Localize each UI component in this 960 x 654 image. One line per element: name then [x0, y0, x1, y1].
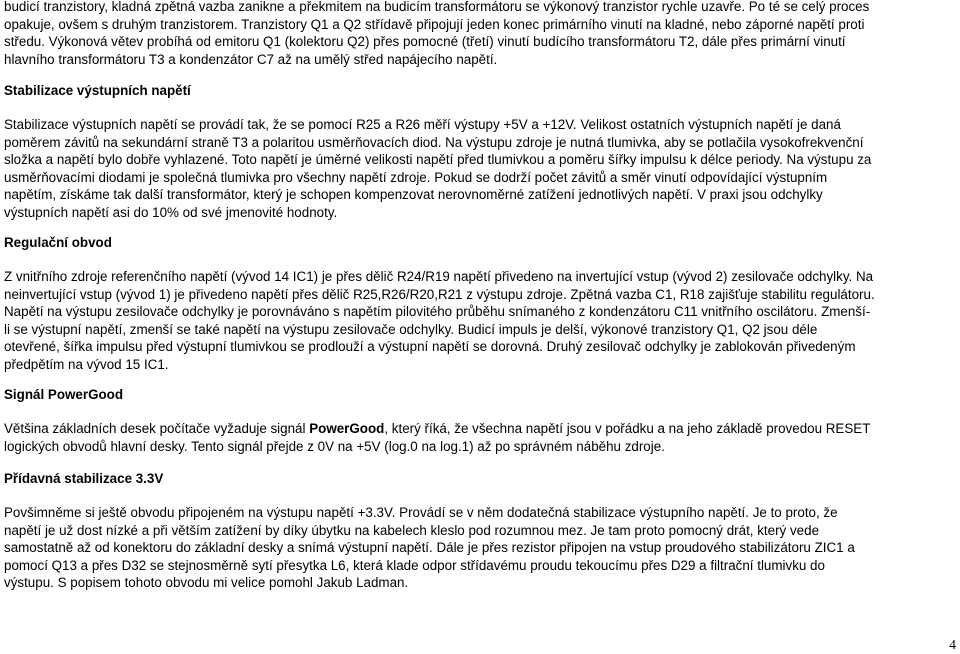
text-line: Povšimněme si ještě obvodu připojeném na výstupu napětí +3.3V. Provádí se v něm dodatečná stabilizace výstupního napětí. Je to proto, že — [4, 505, 838, 520]
text-line: hlavního transformátoru T3 a kondenzátor C7 až na umělý střed napájecího napětí. — [4, 51, 498, 67]
page-number: 4 — [949, 637, 956, 652]
text-line: středu. Výkonová větev probíhá od emitoru Q1 (kolektoru Q2) přes pomocné (třetí) vinutí budícího transformátoru T2, dále přes primární vinutí — [4, 34, 846, 50]
text-line: opakuje, ovšem s druhým tranzistorem. Tranzistory Q1 a Q2 střídavě připojují jeden konec primárního vinutí na kladné, nebo záporné napětí proti — [4, 16, 865, 32]
text-line: Z vnitřního zdroje referenčního napětí (vývod 14 IC1) je přes dělič R24/R19 napětí přivedeno na invertující vstup (vývod 2) zesilovače odchylky. Na — [4, 269, 874, 284]
text-line: napětí je už dost nízké a při větším zatížení by díky úbytku na kabelech kleslo pod rozumnou mez. Je tam proto pomocný drát, který vede — [4, 522, 820, 538]
text-line: usměrňovacími diodami je společná tlumivka pro všechny napětí zdroje. Pokud se dodrží počet závitů a směr vinutí odpovídající výstupním — [4, 169, 828, 185]
text-line: budicí tranzistory, kladná zpětná vazba zanikne a překmitem na budicím transformátoru se výkonový tranzistor rychle uzavře. Po té se celý proces — [4, 0, 870, 14]
text-line: složka a napětí bylo dobře vyhlazené. Toto napětí je úměrné velikosti napětí před tlumivkou a poměru šířky impulsu k délce periody. Na výstupu za — [4, 152, 872, 168]
text-line: Stabilizace výstupních napětí se provádí tak, že se pomocí R25 a R26 měří výstupy +5V a +12V. Velikost ostatních výstupních napětí je daná — [4, 117, 841, 132]
stabilizace-paragraph — [4, 116, 871, 222]
text-segment: Většina základních desek počítače vyžaduje signál — [4, 421, 310, 436]
text-line: napětím, získáme tak další transformátor, který je schopen kompenzovat nerovnoměrné zatížení jednotlivých napětí. V praxi jsou odchylky — [4, 187, 823, 203]
text-line: poměrem závitů na sekundární straně T3 a polaritou usměrňovacích diod. Na výstupu zdroje je nutná tlumivka, aby se potlačila vysokofrekvenční — [4, 134, 864, 150]
regulacni-paragraph — [4, 268, 875, 374]
text-line: Napětí na výstupu zesilovače odchylky je porovnáváno s napětím pilovitého průběhu snímaného z kondenzátoru C11 vnitřního oscilátoru. Zmenší- — [4, 304, 871, 320]
text-line: li se výstupní napětí, zmenší se také napětí na výstupu zesilovače odchylky. Budicí impuls je delší, výkonové tranzistory Q1, Q2 jsou déle — [4, 321, 818, 337]
text-line: logických obvodů hlavní desky. Tento signál přejde z 0V na +5V (log.0 na log.1) až po správném náběhu zdroje. — [4, 438, 665, 454]
text-line: výstupu. S popisem tohoto obvodu mi velice pomohl Jakub Ladman. — [4, 575, 409, 591]
section-heading-powergood: Signál PowerGood — [4, 387, 124, 402]
text-line: výstupních napětí asi do 10% od své jmenovité hodnoty. — [4, 204, 338, 220]
section-heading-stabilizace: Stabilizace výstupních napětí — [4, 83, 191, 98]
pridavna-paragraph — [4, 504, 855, 592]
text-line: otevřené, šířka impulsu před výstupní tlumivkou se prodlouží a výstupní napětí se dorovná. Druhý zesilovač odchylky je zablokován přivedeným — [4, 339, 856, 355]
intro-paragraph — [4, 0, 869, 68]
text-line: samostatně až od konektoru do základní desky a snímá výstupní napětí. Dále je přes rezistor připojen na vstup proudového stabilizátoru ZIC1 a — [4, 540, 855, 556]
section-heading-pridavna: Přídavná stabilizace 3.3V — [4, 471, 164, 486]
text-segment: , který říká, že všechna napětí jsou v pořádku a na jeho základě provedou RESET — [384, 421, 871, 436]
text-line: předpětím na vývod 15 IC1. — [4, 356, 169, 372]
bold-term: PowerGood — [309, 421, 385, 436]
powergood-paragraph — [4, 420, 870, 455]
section-heading-regulacni: Regulační obvod — [4, 235, 112, 250]
text-line: neinvertující vstup (vývod 1) je přivedeno napětí přes dělič R25,R26/R20,R21 z výstupu zdroje. Zpětná vazba C1, R18 zajišťuje stabilitu regulátoru. — [4, 286, 875, 302]
text-line: pomocí Q13 a přes D32 se stejnosměrně sytí přesytka L6, která klade odpor střídavému proudu tekoucímu přes D29 a filtrační tlumivku do — [4, 557, 825, 573]
